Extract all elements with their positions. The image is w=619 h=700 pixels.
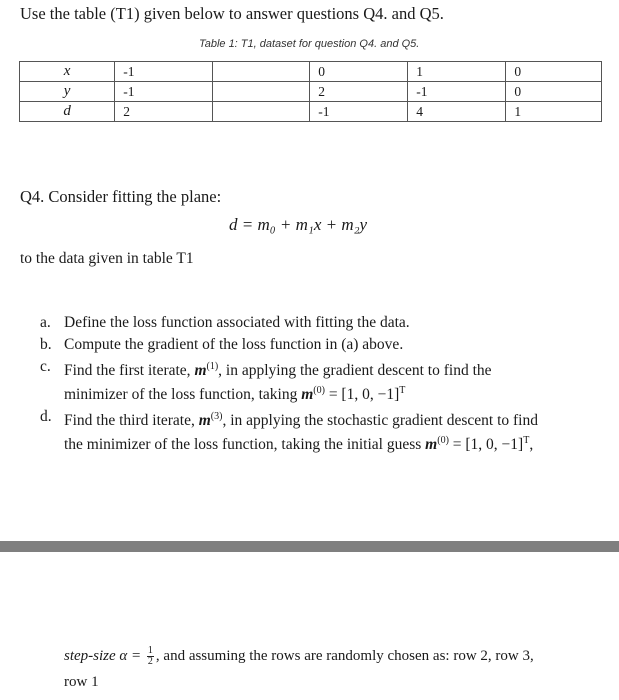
table-row bbox=[20, 62, 602, 82]
transpose-sup: T bbox=[399, 385, 406, 397]
table-cell: -1 bbox=[408, 82, 506, 102]
item-text: , in applying the stochastic gradient descent to find bbox=[222, 412, 538, 430]
table-cell bbox=[213, 62, 310, 82]
iterate-sup: (3) bbox=[210, 411, 223, 423]
step-size-prefix: step-size α = bbox=[64, 647, 145, 664]
page-divider bbox=[0, 541, 619, 552]
item-label: d. bbox=[40, 408, 52, 426]
item-text: Compute the gradient of the loss function in (a) above. bbox=[64, 336, 404, 353]
item-text: minimizer of the loss function, taking bbox=[64, 386, 302, 404]
table-caption: Table 1: T1, dataset for question Q4. and Q5. bbox=[199, 38, 420, 50]
item-line2 bbox=[64, 381, 538, 405]
fraction-denominator: 2 bbox=[147, 656, 153, 667]
item-text: Find the third iterate, bbox=[64, 412, 199, 430]
iterate-symbol: m bbox=[198, 412, 211, 430]
q4-prompt: Q4. Consider fitting the plane: bbox=[20, 187, 222, 206]
guess-symbol: m bbox=[301, 386, 314, 404]
iterate-symbol: m bbox=[194, 362, 207, 380]
table-cell bbox=[213, 102, 310, 122]
item-text: , bbox=[529, 436, 534, 454]
item-text: , in applying the gradient descent to find the bbox=[218, 362, 492, 380]
to-data-text: to the data given in table T1 bbox=[20, 250, 194, 267]
item-text: = [1, 0, −1] bbox=[324, 386, 400, 404]
table-cell: 1 bbox=[408, 62, 506, 82]
fraction-numerator: 1 bbox=[147, 645, 153, 656]
table-row bbox=[20, 82, 602, 102]
list-item bbox=[40, 357, 538, 405]
item-text: Find the first iterate, bbox=[64, 362, 195, 380]
list-item bbox=[40, 335, 538, 355]
step-size-line bbox=[64, 646, 534, 667]
dataset-table bbox=[19, 61, 602, 122]
row-variable: x bbox=[20, 62, 115, 82]
table-cell: 2 bbox=[115, 102, 213, 122]
step-size-fraction bbox=[147, 646, 154, 667]
item-text: = [1, 0, −1] bbox=[448, 436, 524, 454]
iterate-sup: (1) bbox=[206, 361, 219, 372]
guess-sup: (0) bbox=[313, 385, 325, 397]
transpose-sup: T bbox=[523, 435, 530, 447]
table-row bbox=[20, 102, 602, 122]
table-cell: 2 bbox=[310, 82, 408, 102]
item-label: c. bbox=[40, 358, 51, 375]
table-cell: -1 bbox=[115, 62, 213, 82]
table-cell: 4 bbox=[408, 102, 506, 122]
item-label: b. bbox=[40, 336, 52, 353]
question-parts bbox=[40, 313, 538, 458]
item-text: Define the loss function associated with fitting the data. bbox=[64, 314, 410, 331]
table-cell: 0 bbox=[506, 82, 602, 102]
table-cell: -1 bbox=[115, 82, 213, 102]
row-order-continued: row 1 bbox=[64, 674, 99, 690]
plane-equation: d = m₀ + m₁x + m₂y bbox=[229, 215, 368, 234]
row-variable: y bbox=[20, 82, 115, 102]
guess-sup: (0) bbox=[437, 435, 449, 447]
intro-text: Use the table (T1) given below to answer questions Q4. and Q5. bbox=[20, 4, 444, 23]
row-variable: d bbox=[20, 102, 115, 122]
step-size-suffix: , and assuming the rows are randomly chosen as: row 2, row 3, bbox=[155, 647, 534, 664]
table-cell: -1 bbox=[310, 102, 408, 122]
table-cell: 1 bbox=[506, 102, 602, 122]
table-cell bbox=[213, 82, 310, 102]
table-cell: 0 bbox=[506, 62, 602, 82]
list-item bbox=[40, 313, 538, 333]
list-item bbox=[40, 407, 538, 455]
item-line2 bbox=[64, 431, 538, 455]
item-text: the minimizer of the loss function, taking the initial guess bbox=[64, 436, 426, 454]
guess-symbol: m bbox=[425, 436, 438, 454]
item-label: a. bbox=[40, 314, 51, 331]
table-cell: 0 bbox=[310, 62, 408, 82]
